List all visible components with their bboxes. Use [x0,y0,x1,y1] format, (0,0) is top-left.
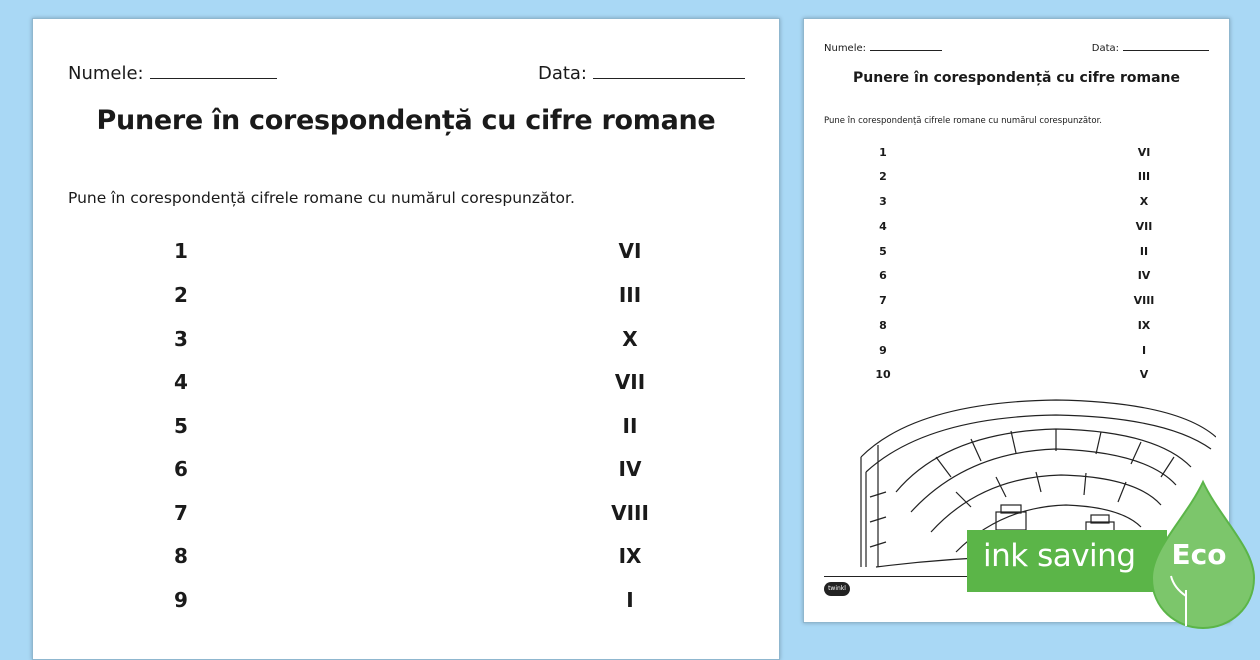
preview-match-row [804,294,1229,310]
number-label: 5 [174,414,188,438]
date-field [538,63,745,84]
match-row [33,283,779,313]
preview-roman-label: V [1139,368,1149,381]
preview-number-label: 8 [879,319,887,332]
preview-roman-label: II [1139,245,1149,258]
roman-label: VI [618,239,642,263]
worksheet-title: Punere în corespondență cu cifre romane [96,105,716,136]
ink-saving-label: ink saving [983,538,1136,574]
eco-label: Eco [1171,538,1227,571]
preview-match-row [804,170,1229,186]
name-line [150,77,277,79]
preview-roman-label: X [1139,195,1149,208]
preview-number-label: 5 [879,245,887,258]
number-label: 4 [174,370,188,394]
preview-match-row [804,245,1229,261]
preview-number-label: 6 [879,269,887,282]
name-field [68,63,277,84]
preview-number-label: 1 [879,146,887,159]
worksheet-large [32,18,780,660]
preview-roman-label: VI [1137,146,1151,159]
preview-number-label: 4 [879,220,887,233]
preview-match-row [804,319,1229,335]
roman-label: VII [614,370,646,394]
match-row [33,327,779,357]
match-row [33,370,779,400]
preview-title: Punere în corespondență cu cifre romane [853,70,1180,86]
roman-label: III [618,283,642,307]
preview-match-row [804,220,1229,236]
twinkl-logo: twinkl [824,582,850,596]
preview-date-label: Data: [1091,43,1119,54]
match-row [33,457,779,487]
number-label: 7 [174,501,188,525]
match-row [33,501,779,531]
preview-name-label: Numele: [824,43,867,54]
roman-label: IX [618,544,642,568]
preview-instruction: Pune în corespondență cifrele romane cu numărul corespunzător. [824,116,1102,126]
roman-label: X [622,327,638,351]
match-row [33,544,779,574]
number-label: 8 [174,544,188,568]
preview-match-row [804,146,1229,162]
preview-roman-label: IX [1137,319,1151,332]
preview-date-field [1092,43,1209,54]
roman-label: II [622,414,638,438]
preview-roman-label: VIII [1133,294,1155,307]
preview-match-row [804,269,1229,285]
preview-roman-label: I [1141,344,1147,357]
number-label: 6 [174,457,188,481]
preview-match-row [804,368,1229,384]
number-label: 9 [174,588,188,612]
preview-number-label: 2 [879,170,887,183]
roman-label: VIII [611,501,649,525]
number-label: 2 [174,283,188,307]
number-label: 1 [174,239,188,263]
match-row [33,414,779,444]
preview-number-label: 7 [879,294,887,307]
preview-date-line [1123,49,1209,51]
match-row [33,588,779,618]
preview-number-label: 3 [879,195,887,208]
preview-roman-label: VII [1135,220,1153,233]
date-label: Data: [537,63,587,84]
preview-match-row [804,195,1229,211]
preview-roman-label: III [1137,170,1151,183]
preview-name-field [824,43,942,54]
roman-label: IV [618,457,642,481]
preview-number-label: 9 [879,344,887,357]
date-line [593,77,745,79]
preview-match-row [804,344,1229,360]
preview-roman-label: IV [1137,269,1151,282]
match-row [33,239,779,269]
roman-label: I [626,588,634,612]
preview-name-line [870,49,942,51]
preview-number-label: 10 [875,368,891,381]
worksheet-instruction: Pune în corespondență cifrele romane cu numărul corespunzător. [68,189,575,207]
name-label: Numele: [68,63,144,84]
number-label: 3 [174,327,188,351]
